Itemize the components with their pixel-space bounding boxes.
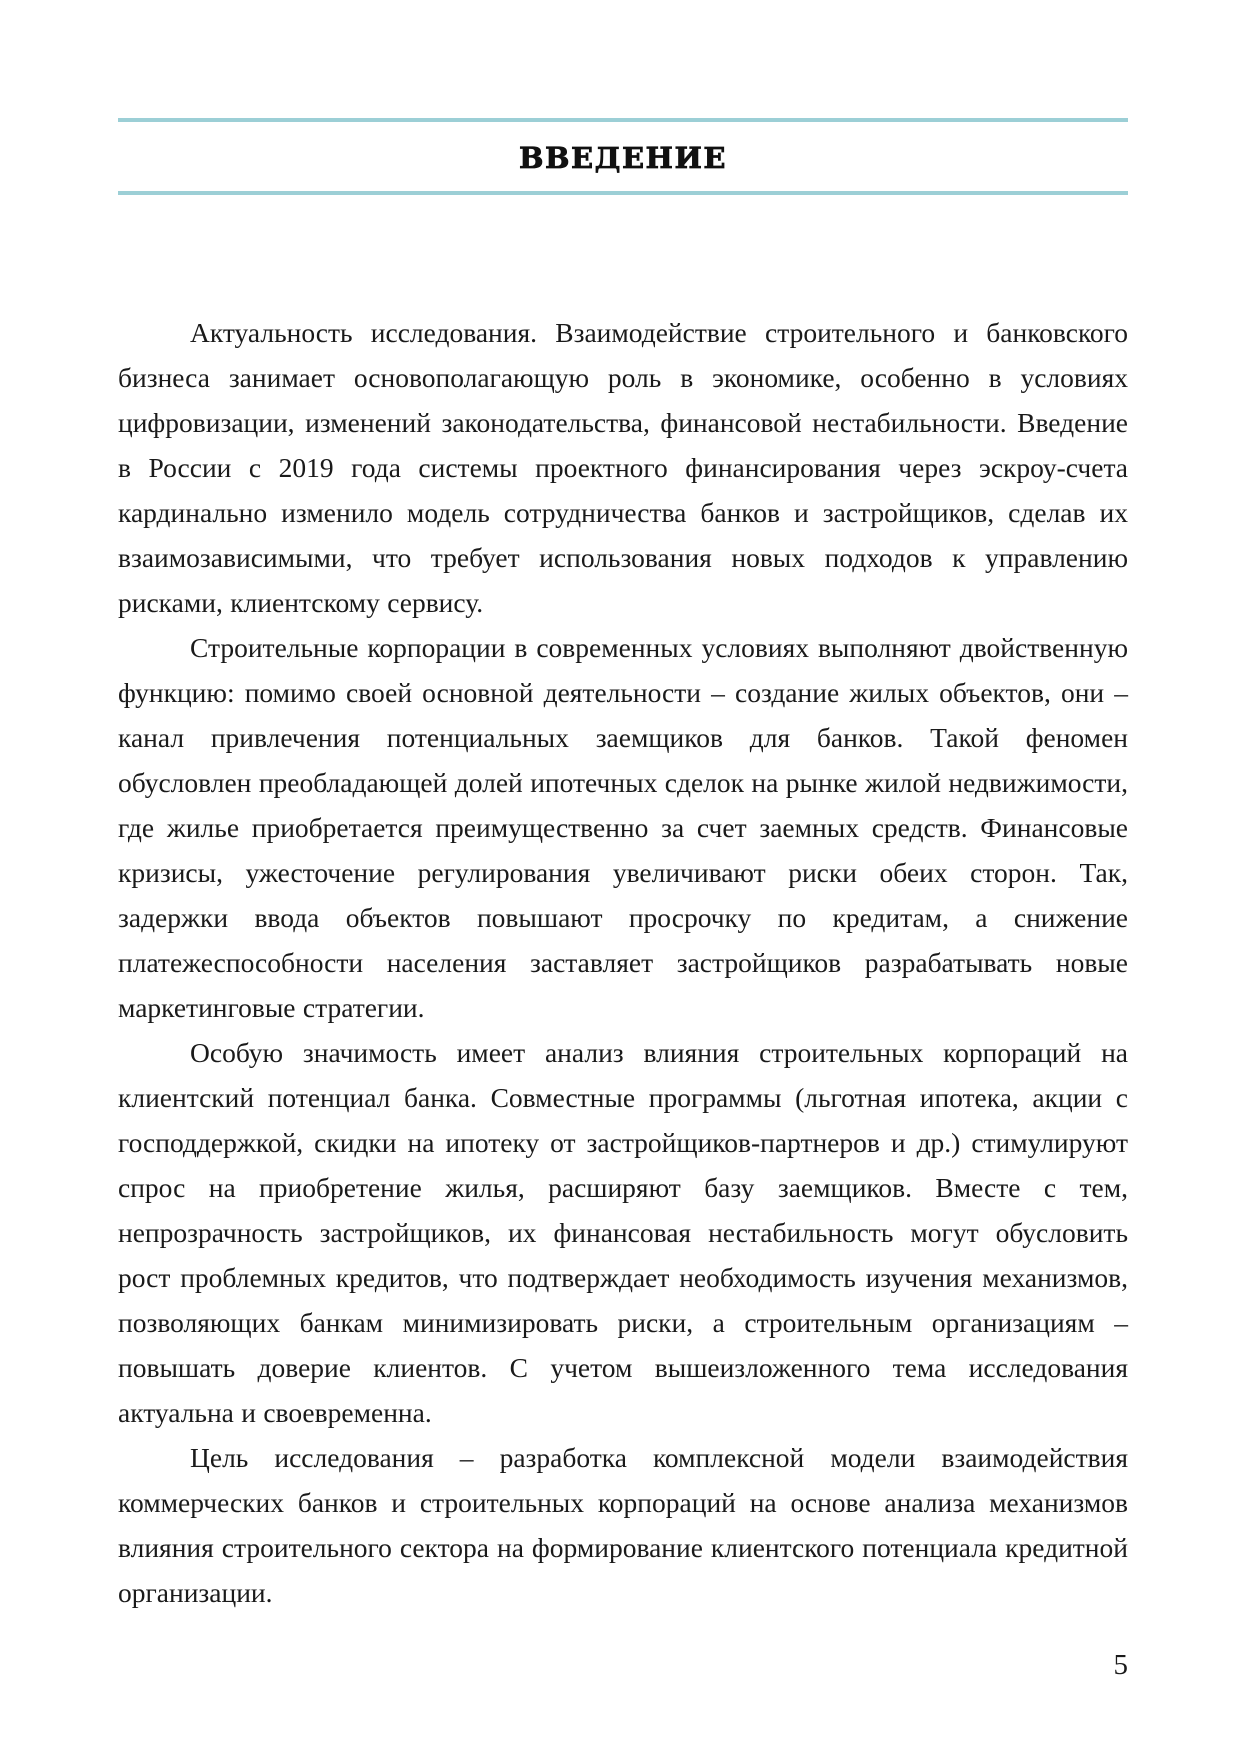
section-heading: ВВЕДЕНИЕ bbox=[519, 141, 727, 175]
paragraph-research-goal: Цель исследования – разработка комплексной модели взаимодействия коммерческих банков и строительных корпораций на основе анализа механизмов влияния строительного сектора на формирование клиентского потенциала кредитной организации. bbox=[118, 1442, 1128, 1608]
heading-top-rule bbox=[118, 118, 1128, 122]
page-number: 5 bbox=[1113, 1649, 1128, 1681]
paragraph-relevance: Актуальность исследования. Взаимодействие строительного и банковского бизнеса занимает основополагающую роль в экономике, особенно в условиях цифровизации, изменений законодательства, финансовой нестабильности. Введение в России с 2019 года системы проектного финансирования через эскроу-счета кардинально изменило модель сотрудничества банков и застройщиков, сделав их взаимозависимыми, что требует использования новых подходов к управлению рисками, клиентскому сервису. bbox=[118, 317, 1128, 618]
paragraph-significance: Особую значимость имеет анализ влияния строительных корпораций на клиентский потенциал банка. Совместные программы (льготная ипотека, акции с господдержкой, скидки на ипотеку от застройщиков-партнеров и др.) стимулируют спрос на приобретение жилья, расширяют базу заемщиков. Вместе с тем, непрозрачность застройщиков, их финансовая нестабильность могут обусловить рост проблемных кредитов, что подтверждает необходимость изучения механизмов, позволяющих банкам минимизировать риски, а строительным организациям – повышать доверие клиентов. С учетом вышеизложенного тема исследования актуальна и своевременна. bbox=[118, 1037, 1128, 1428]
heading-bottom-rule bbox=[118, 191, 1128, 195]
paragraph-construction-corporations: Строительные корпорации в современных условиях выполняют двойственную функцию: помимо своей основной деятельности – создание жилых объектов, они – канал привлечения потенциальных заемщиков для банков. Такой феномен обусловлен преобладающей долей ипотечных сделок на рынке жилой недвижимости, где жилье приобретается преимущественно за счет заемных средств. Финансовые кризисы, ужесточение регулирования увеличивают риски обеих сторон. Так, задержки ввода объектов повышают просрочку по кредитам, а снижение платежеспособности населения заставляет застройщиков разрабатывать новые маркетинговые стратегии. bbox=[118, 632, 1128, 1023]
body-text bbox=[118, 310, 1128, 1615]
